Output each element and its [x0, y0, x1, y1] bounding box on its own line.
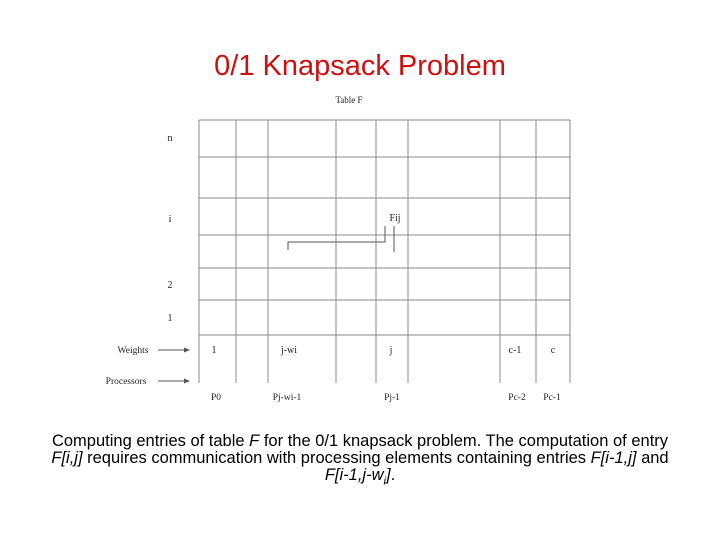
- figure-caption: [40, 433, 680, 490]
- caption-text: requires communication with processing elements containing entries: [82, 449, 591, 467]
- row-label-1: 1: [167, 313, 173, 324]
- row-label-2: 2: [167, 280, 173, 291]
- caption-text: F[i-1,j-w: [324, 466, 384, 484]
- label-arrows: [158, 348, 190, 384]
- weights-label: Weights: [117, 346, 149, 356]
- caption-text: F[i-1,j]: [590, 449, 637, 467]
- row-label-i: i: [168, 214, 172, 225]
- weight-label: j: [389, 345, 393, 356]
- cell-fij-label: Fij: [389, 213, 401, 224]
- weight-label: c: [550, 345, 556, 356]
- weights-arrow-head: [184, 348, 190, 353]
- processor-label: Pj-1: [384, 393, 400, 403]
- caption-text: Computing entries of table: [51, 432, 250, 450]
- weight-label: c-1: [508, 345, 522, 356]
- processor-label: P0: [210, 393, 222, 403]
- processors-arrow-head: [184, 379, 190, 384]
- processor-label: Pj-wi-1: [272, 393, 302, 403]
- communication-lines: [288, 226, 394, 252]
- caption-text: F[i,j]: [51, 449, 83, 467]
- caption-text: ]: [385, 466, 391, 484]
- caption-text: .: [390, 466, 396, 484]
- table-grid: [199, 120, 570, 383]
- slide-title: 0/1 Knapsack Problem: [214, 50, 506, 82]
- weight-label: j-wi: [280, 345, 298, 356]
- processors-label: Processors: [105, 377, 147, 387]
- processor-label: Pc-1: [543, 393, 561, 403]
- row-label-n: n: [167, 133, 173, 144]
- caption-text: i: [383, 475, 386, 488]
- caption-text: F: [249, 432, 260, 450]
- caption-text: for the 0/1 knapsack problem. The computation of entry: [259, 432, 669, 450]
- weight-label: 1: [211, 345, 217, 356]
- caption-text: and: [636, 449, 669, 467]
- processor-label: Pc-2: [508, 393, 526, 403]
- table-label: Table F: [335, 95, 363, 105]
